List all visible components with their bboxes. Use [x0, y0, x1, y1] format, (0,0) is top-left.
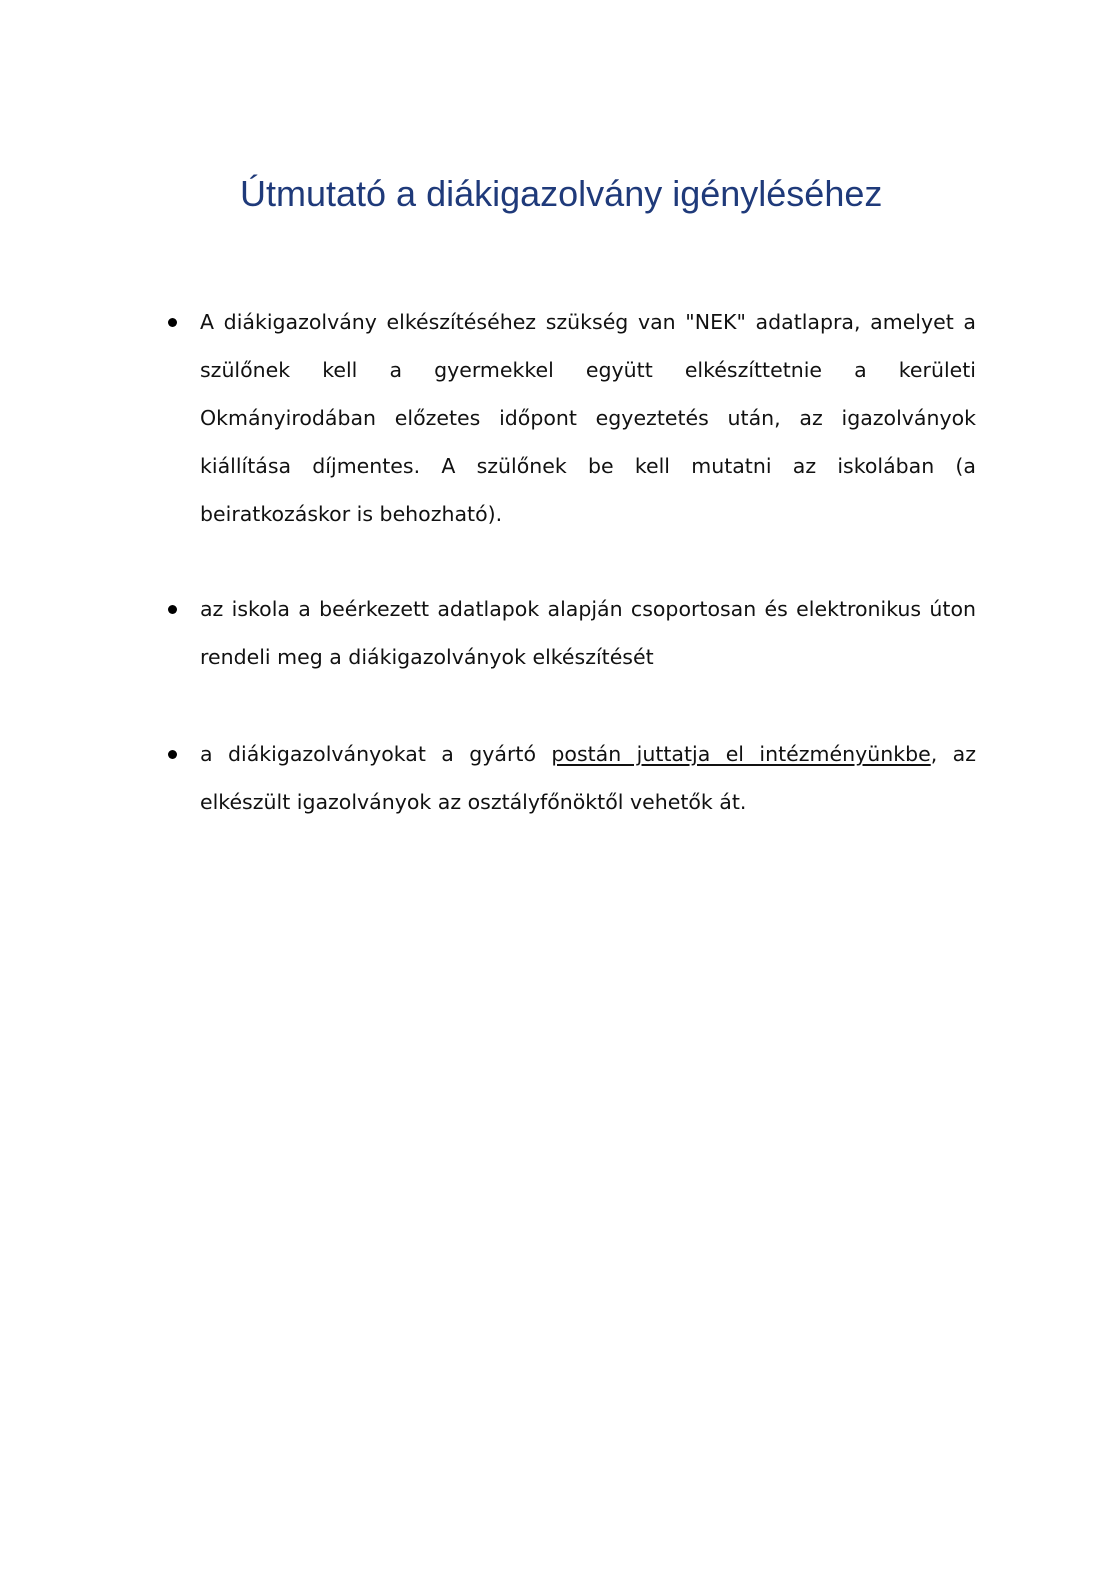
list-item-text-after: , az elkészült igazolványok az osztályfőnöktől vehetők át. [200, 742, 976, 814]
bullet-icon [168, 318, 177, 327]
list-item [200, 585, 976, 681]
underlined-phrase: postán juttatja el intézményünkbe [551, 742, 931, 766]
list-item-text: az iskola a beérkezett adatlapok alapján csoportosan és elektronikus úton rendeli meg a diákigazolványok elkészítését [200, 597, 976, 669]
page-title: Útmutató a diákigazolvány igényléséhez [240, 173, 883, 214]
list-item-text: A diákigazolvány elkészítéséhez szükség van "NEK" adatlapra, amelyet a szülőnek kell a gyermekkel együtt elkészíttetnie a kerületi Okmányirodában előzetes időpont egyeztetés után, az igazolványok kiállítása díjmentes. A szülőnek be kell mutatni az iskolában (a beiratkozáskor is behozható). [200, 310, 976, 526]
list-item [200, 298, 976, 538]
list-item [200, 730, 976, 826]
list-item-text-before: a diákigazolványokat a gyártó [200, 742, 552, 766]
bullet-icon [168, 605, 177, 614]
bullet-icon [168, 750, 177, 759]
